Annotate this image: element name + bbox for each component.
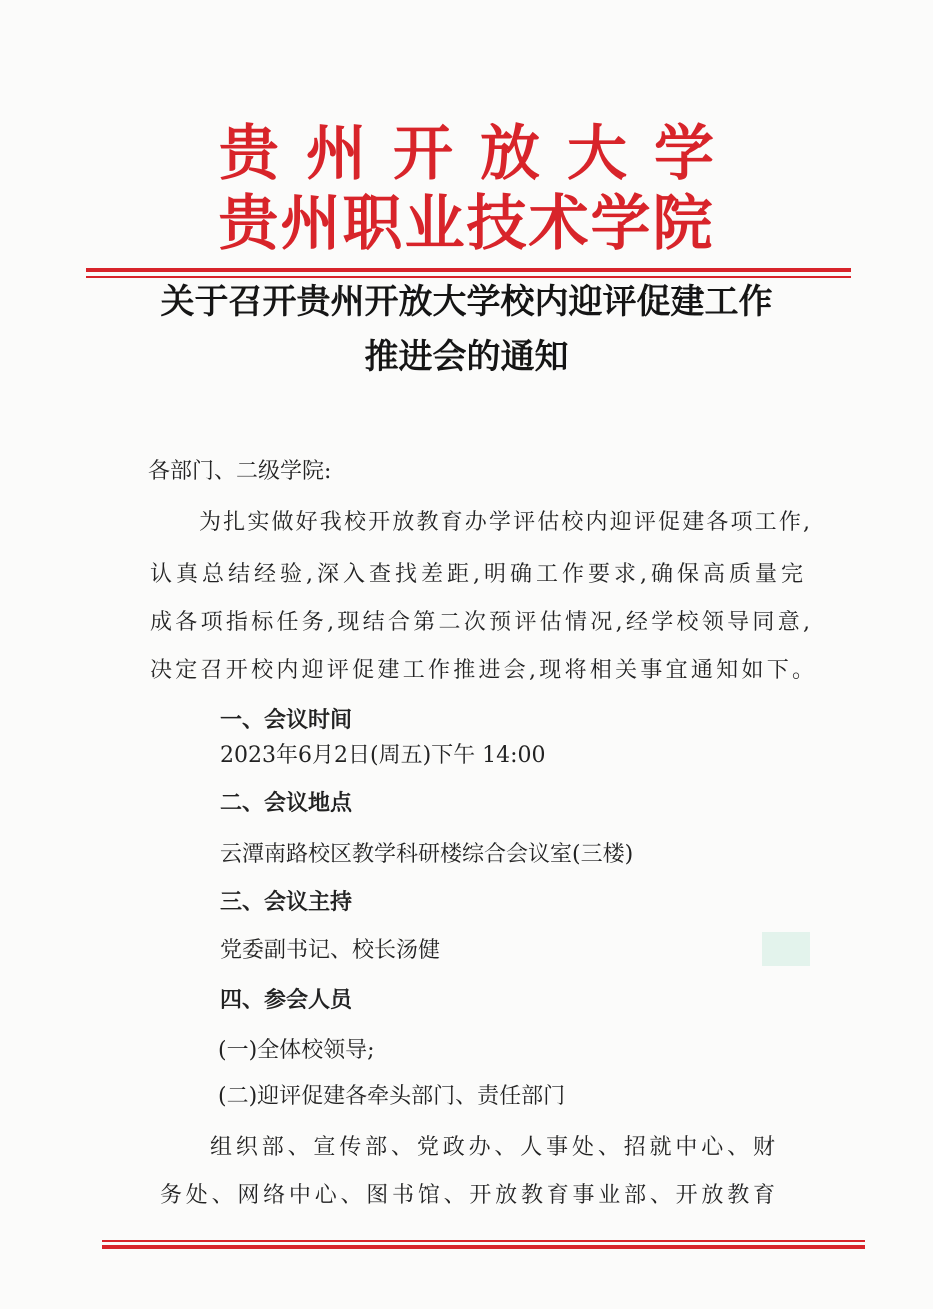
departments-line-1: 组织部、宣传部、党政办、人事处、招就中心、财 bbox=[210, 1135, 775, 1160]
departments-line-2: 务处、网络中心、图书馆、开放教育事业部、开放教育 bbox=[160, 1183, 775, 1208]
document-title-line2: 推进会的通知 bbox=[364, 337, 569, 377]
salutation: 各部门、二级学院: bbox=[148, 459, 332, 484]
intro-line-4: 决定召开校内迎评促建工作推进会,现将相关事宜通知如下。 bbox=[150, 658, 814, 683]
footer-red-rule-thin bbox=[102, 1240, 865, 1242]
intro-line-2: 认真总结经验,深入查找差距,明确工作要求,确保高质量完 bbox=[150, 562, 803, 587]
section-heading-location: 二、会议地点 bbox=[220, 791, 353, 816]
section-heading-host: 三、会议主持 bbox=[220, 890, 353, 915]
section-heading-time: 一、会议时间 bbox=[220, 708, 353, 733]
intro-line-1: 为扎实做好我校开放教育办学评估校内迎评促建各项工作, bbox=[199, 510, 810, 535]
section-heading-attendees: 四、参会人员 bbox=[220, 988, 353, 1013]
scan-stain bbox=[762, 932, 810, 966]
document-title-line1: 关于召开贵州开放大学校内迎评促建工作 bbox=[160, 282, 773, 322]
header-title-line2: 贵州职业技术学院 bbox=[218, 189, 715, 259]
attendee-item-1: (一)全体校领导; bbox=[218, 1038, 375, 1063]
header-red-rule-thin bbox=[86, 276, 851, 278]
header-title-line1: 贵州开放大学 bbox=[219, 119, 741, 189]
section-content-host: 党委副书记、校长汤健 bbox=[220, 938, 441, 963]
header-red-rule-thick bbox=[86, 268, 851, 272]
intro-line-3: 成各项指标任务,现结合第二次预评估情况,经学校领导同意, bbox=[150, 610, 810, 635]
section-content-location: 云潭南路校区教学科研楼综合会议室(三楼) bbox=[220, 842, 634, 867]
section-content-time: 2023年6月2日(周五)下午 14:00 bbox=[220, 743, 546, 768]
attendee-item-2: (二)迎评促建各牵头部门、责任部门 bbox=[218, 1084, 566, 1109]
footer-red-rule-thick bbox=[102, 1245, 865, 1249]
